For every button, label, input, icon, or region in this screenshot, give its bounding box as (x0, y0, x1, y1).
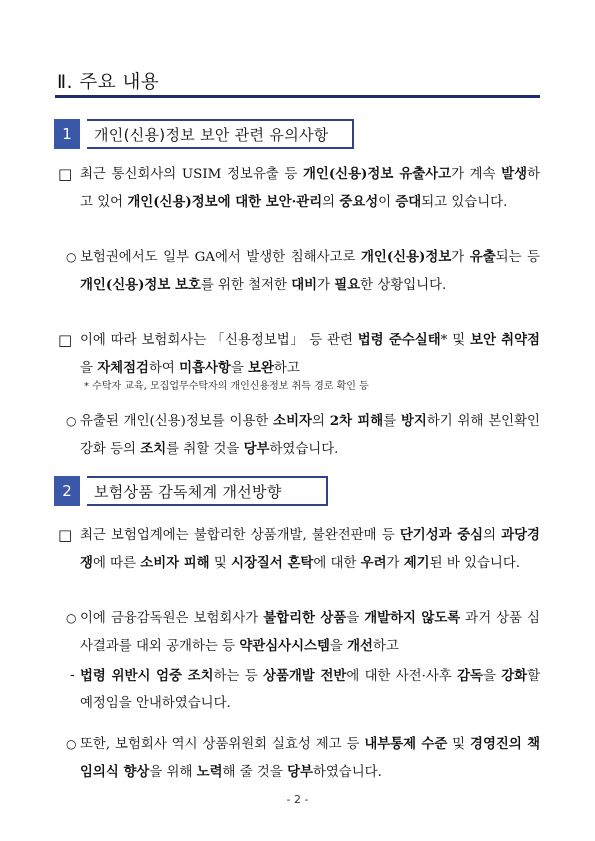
text-run: 한 상황입니다. (360, 277, 447, 293)
bold-text-run: 증대 (395, 193, 422, 210)
bold-text-run: 자체점검 (97, 359, 149, 376)
section-2-item-2 (66, 605, 540, 660)
text-run: 하여 (148, 360, 180, 376)
text-run: 하고 (372, 638, 399, 654)
bold-text-run: 필요 (334, 276, 361, 293)
section-1-item-2 (66, 244, 545, 299)
text-run: 할 예정임을 안내하였습니다. (80, 669, 545, 711)
bold-text-run: 발생 (501, 166, 528, 182)
text-run: 를 위한 철저한 (200, 277, 292, 293)
paragraph-text (80, 669, 544, 711)
square-bullet-icon: □ (58, 331, 73, 349)
text-run: 에 따른 (92, 555, 141, 571)
section-1-header (54, 119, 354, 149)
bold-text-run: 소비자 피해 (140, 554, 210, 571)
text-run: 유출된 개인(신용)정보를 이용한 (80, 414, 274, 429)
bold-text-run: 시장질서 혼탁 (231, 554, 314, 571)
bold-text-run: 개인(신용)정보 (360, 249, 452, 265)
bold-text-run: 개인(신용)정보 보호 (80, 276, 201, 293)
text-run: 가 (451, 250, 470, 265)
text-run: 가 (317, 277, 335, 293)
text-run: 이 (378, 194, 396, 210)
section-number: 2 (54, 476, 80, 506)
bold-text-run: 상품개발 전반 (263, 668, 347, 684)
text-run: 하였습니다. (312, 764, 382, 780)
section-title: 개인(신용)정보 보안 관련 유의사항 (87, 119, 354, 149)
text-run: * 및 (440, 333, 471, 348)
text-run: 의 (483, 528, 502, 543)
text-run: 을 위해 (149, 764, 197, 780)
dash-bullet-icon: - (70, 668, 75, 683)
text-run: 을 (482, 669, 502, 684)
bold-text-run: 개인(신용)정보 유출사고 (302, 166, 452, 182)
text-run: 및 (447, 737, 471, 752)
bold-text-run: 중요성 (339, 193, 379, 210)
bold-text-run: 유출 (469, 249, 496, 265)
text-run: 하는 등 (213, 669, 263, 684)
text-run: 가 계속 (451, 167, 502, 182)
text-run: 을 (346, 611, 365, 626)
bold-text-run: 개선 (347, 637, 373, 654)
text-run: 하고 (273, 360, 300, 376)
text-run: 과거 상품 심사결과를 대외 공개하는 등 (80, 611, 540, 654)
text-run: 를 (383, 414, 401, 429)
paragraph-text (80, 737, 540, 780)
text-run: 되는 등 (495, 250, 545, 265)
section-2-item-4 (66, 731, 540, 786)
text-run: 하였습니다. (269, 441, 339, 457)
bold-text-run: 약관심사시스템 (239, 637, 330, 654)
section-2-item-1 (58, 522, 540, 577)
bold-text-run: 불합리한 상품 (263, 610, 347, 626)
bold-text-run: 법령 위반시 엄중 조치 (80, 668, 214, 684)
bold-text-run: 법령 준수실태 (357, 332, 441, 348)
section-title: 보험상품 감독체계 개선방향 (87, 476, 328, 506)
square-bullet-icon: □ (58, 165, 73, 183)
title-rule (55, 95, 540, 98)
bold-text-run: 2차 피해 (329, 413, 384, 429)
section-2-header (54, 476, 328, 506)
bold-text-run: 제기 (403, 554, 430, 571)
bold-text-run: 대비 (291, 276, 318, 293)
bold-text-run: 경영진의 책임의식 향상 (80, 736, 540, 780)
circle-bullet-icon: ○ (66, 611, 77, 625)
text-run: 의 (311, 414, 330, 429)
text-run: 및 (209, 555, 232, 571)
paragraph-text (80, 333, 540, 376)
circle-bullet-icon: ○ (66, 414, 77, 428)
bold-text-run: 과당경쟁 (80, 527, 540, 571)
text-run: 을 (80, 360, 98, 376)
square-bullet-icon: □ (58, 526, 73, 544)
bold-text-run: 당부 (287, 763, 313, 780)
text-run: 보험권에서도 일부 GA에서 발생한 침해사고로 (80, 250, 361, 265)
text-run: 을 (329, 638, 348, 654)
bold-text-run: 당부 (243, 440, 270, 457)
text-run: 이에 따라 보험회사는 「신용정보법」 등 관련 (80, 333, 358, 348)
text-run: 또한, 보험회사 역시 상품위원회 실효성 제고 등 (80, 737, 365, 752)
paragraph-text (80, 414, 544, 457)
text-run: 하기 위해 본인확인 강화 등의 (80, 414, 545, 457)
bold-text-run: 노력 (196, 763, 223, 780)
paragraph-text (80, 528, 540, 571)
footnote: * 수탁자 교육, 모집업무수탁자의 개인신용정보 취득 경로 확인 등 (84, 381, 369, 392)
text-run: 된 바 있습니다. (429, 555, 521, 571)
text-run: 최근 보험업계에는 불합리한 상품개발, 불완전판매 등 (80, 528, 400, 543)
text-run: 에 대한 사전·사후 (346, 669, 458, 684)
bold-text-run: 방지 (400, 413, 427, 429)
bold-text-run: 개발하지 않도록 (364, 610, 461, 626)
circle-bullet-icon: ○ (66, 250, 77, 264)
bold-text-run: 조치 (140, 440, 167, 457)
bold-text-run: 개인(신용)정보에 대한 보안·관리 (127, 193, 323, 210)
section-1-item-3 (58, 327, 540, 382)
paragraph-text (80, 250, 544, 293)
text-run: 이에 금융감독원은 보험회사가 (80, 611, 264, 626)
section-1-item-1 (58, 161, 540, 216)
section-2-item-3 (70, 663, 545, 717)
bold-text-run: 단기성과 중심 (399, 527, 484, 543)
section-1-item-4 (66, 408, 545, 463)
bold-text-run: 미흡사항 (179, 359, 231, 376)
bold-text-run: 내부통제 수준 (364, 736, 448, 752)
page-number: - 2 - (286, 793, 309, 806)
text-run: 의 (322, 194, 340, 210)
circle-bullet-icon: ○ (66, 737, 77, 751)
section-number: 1 (54, 119, 80, 149)
text-run: 에 대한 (313, 555, 361, 571)
text-run: 을 (230, 360, 249, 376)
text-run: 를 취할 것을 (166, 441, 244, 457)
bold-text-run: 보완 (248, 359, 274, 376)
text-run: 최근 통신회사의 USIM 정보유출 등 (80, 167, 303, 182)
paragraph-text (80, 167, 540, 210)
text-run: 가 (386, 555, 404, 571)
bold-text-run: 보안 취약점 (470, 332, 540, 348)
bold-text-run: 감독 (457, 668, 483, 684)
bold-text-run: 우려 (360, 554, 387, 571)
page-title: Ⅱ. 주요 내용 (57, 72, 160, 93)
bold-text-run: 소비자 (273, 413, 312, 429)
text-run: 되고 있습니다. (421, 194, 508, 210)
paragraph-text (80, 611, 540, 654)
bold-text-run: 강화 (501, 668, 528, 684)
text-run: 해 줄 것을 (222, 764, 288, 780)
text-run: 하고 있어 (80, 167, 540, 210)
